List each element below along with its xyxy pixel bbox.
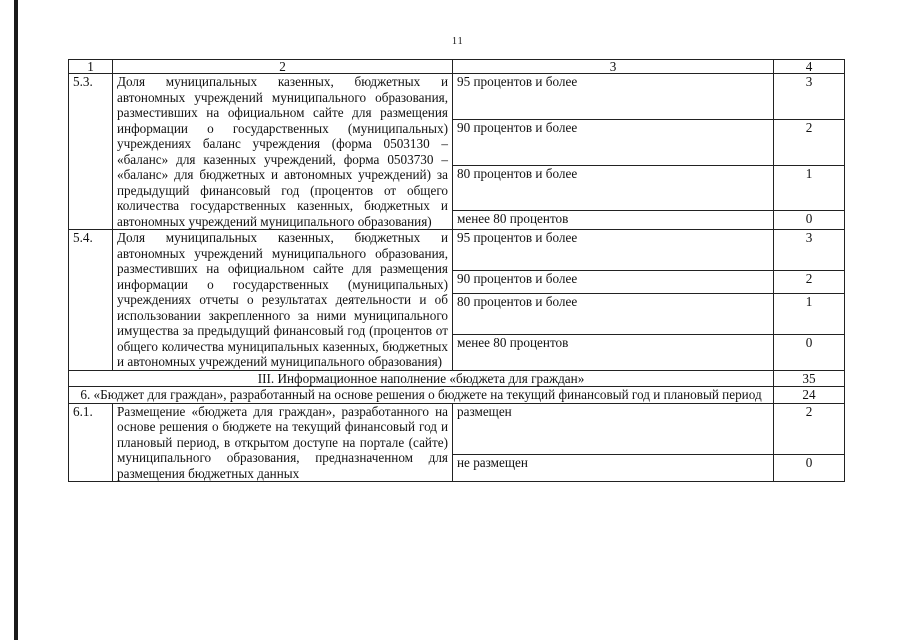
row-number: 6.1. [69, 403, 113, 482]
row-description: Размещение «бюджета для граждан», разработанного на основе решения о бюджете на текущий финансовый год и плановый период, в открытом доступе на портале (сайте) муниципального образования, предназначенном для размещения бюджетных данных [113, 403, 453, 482]
criterion-score: 2 [774, 271, 845, 294]
item-title: 6. «Бюджет для граждан», разработанный на основе решения о бюджете на текущий финансовый год и плановый период [69, 387, 774, 404]
criterion-score: 3 [774, 230, 845, 271]
item-score: 24 [774, 387, 845, 404]
header-col-1: 1 [69, 60, 113, 74]
table-row [69, 403, 845, 454]
page-binding-edge [14, 0, 18, 640]
table-row [69, 230, 845, 271]
header-col-3: 3 [453, 60, 774, 74]
criterion-score: 0 [774, 211, 845, 230]
criterion-score: 2 [774, 403, 845, 454]
row-description: Доля муниципальных казенных, бюджетных и автономных учреждений муниципального образования, разместивших на официальном сайте для размещения информации о государственных (муниципальных) учреждениях баланс учреждения (форма 0503130 – «баланс» для казенных учреждений, форма 0503730 – «баланс» для бюджетных и автономных учреждений) за предыдущий финансовый год (процентов от общего количества государственных казенных, бюджетных и автономных учреждений муниципального образования) [113, 74, 453, 230]
criterion-label: 90 процентов и более [453, 271, 774, 294]
criterion-score: 2 [774, 120, 845, 166]
header-col-2: 2 [113, 60, 453, 74]
row-number: 5.3. [69, 74, 113, 230]
header-col-4: 4 [774, 60, 845, 74]
table-header-row [69, 60, 845, 74]
criterion-label: 80 процентов и более [453, 166, 774, 211]
criterion-score: 0 [774, 454, 845, 482]
criterion-score: 0 [774, 335, 845, 371]
section-row [69, 370, 845, 387]
criterion-label: 90 процентов и более [453, 120, 774, 166]
criterion-score: 1 [774, 166, 845, 211]
criterion-label: менее 80 процентов [453, 335, 774, 371]
section-score: 35 [774, 370, 845, 387]
criteria-table [68, 59, 845, 482]
criterion-label: 95 процентов и более [453, 230, 774, 271]
criterion-label: не размещен [453, 454, 774, 482]
criterion-label: размещен [453, 403, 774, 454]
criterion-label: 80 процентов и более [453, 294, 774, 335]
row-description: Доля муниципальных казенных, бюджетных и автономных учреждений муниципального образования, разместивших на официальном сайте для размещения информации о государственных (муниципальных) учреждениях отчеты о результатах деятельности и об использовании закрепленного за ними муниципального имущества за предыдущий финансовый год (процентов от общего количества муниципальных казенных, бюджетных и автономных учреждений муниципального образования) [113, 230, 453, 371]
criterion-score: 3 [774, 74, 845, 120]
criterion-score: 1 [774, 294, 845, 335]
section-title: III. Информационное наполнение «бюджета для граждан» [69, 370, 774, 387]
page-number: 11 [452, 36, 464, 47]
item-row [69, 387, 845, 404]
row-number: 5.4. [69, 230, 113, 371]
criterion-label: 95 процентов и более [453, 74, 774, 120]
criterion-label: менее 80 процентов [453, 211, 774, 230]
table-row [69, 74, 845, 120]
